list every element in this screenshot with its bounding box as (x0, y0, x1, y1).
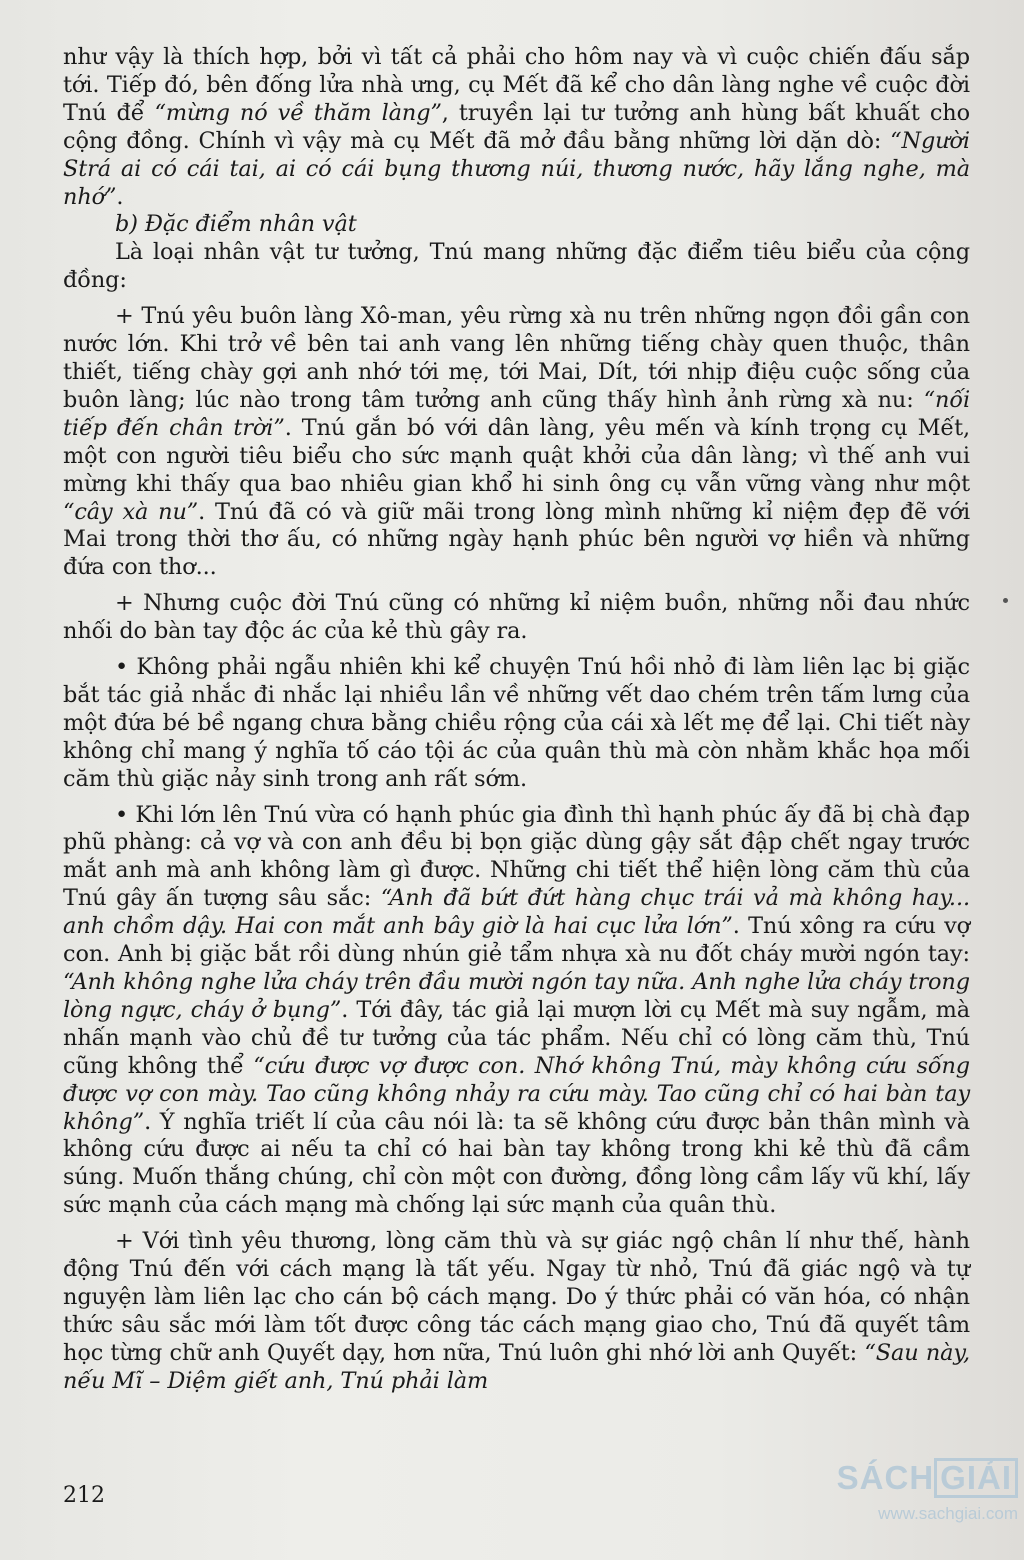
paragraph: + Tnú yêu buôn làng Xô-man, yêu rừng xà nu trên những ngọn đồi gần con nước lớn. Khi trở về bên tai anh vang lên những tiếng chày quen thuộc, thân thiết, tiếng chày gợi anh nhớ tới mẹ, tới Mai, Dít, tới nhịp điệu cuộc sống của buôn làng; lúc nào trong tâm tưởng anh cũng thấy hình ảnh rừng xà nu: “nối tiếp đến chân trời”. Tnú gắn bó với dân làng, yêu mến và kính trọng cụ Mết, một con người tiêu biểu cho sức mạnh quật khởi của dân làng; vì thế anh vui mừng khi thấy qua bao nhiêu gian khổ hi sinh ông cụ vẫn vững vàng như một “cây xà nu”. Tnú đã có và giữ mãi trong lòng mình những kỉ niệm đẹp đẽ với Mai trong thời thơ ấu, có những ngày hạnh phúc bên người vợ hiền và những đứa con thơ... (63, 303, 971, 581)
watermark-logo-box: GIẢI (934, 1458, 1018, 1498)
paragraph: + Nhưng cuộc đời Tnú cũng có những kỉ niệm buồn, những nỗi đau nhức nhối do bàn tay độc ác của kẻ thù gây ra. (63, 590, 970, 645)
paragraph: Là loại nhân vật tư tưởng, Tnú mang những đặc điểm tiêu biểu của cộng đồng: (63, 239, 970, 294)
paragraph: • Không phải ngẫu nhiên khi kể chuyện Tnú hồi nhỏ đi làm liên lạc bị giặc bắt tác giả nhắc đi nhắc lại nhiều lần về những vết dao chém trên tấm lưng của một đứa bé bề ngang chưa bằng chiều rộng của cái xà lết mẹ để lại. Chi tiết này không chỉ mang ý nghĩa tố cáo tội ác của quân thù mà còn nhằm khắc họa mối căm thù giặc nảy sinh trong anh rất sớm. (63, 654, 970, 792)
page-number: 212 (63, 1483, 105, 1508)
quote: “Anh đã bứt đứt hàng chục trái vả mà không hay... anh chồm dậy. Hai con mắt anh bây giờ là hai cục lửa lớn” (63, 885, 970, 940)
quote: “mừng nó về thăm làng” (154, 99, 442, 126)
quote: “cứu được vợ được con. Nhớ không Tnú, mày không cứu sống được vợ con mày. Tao cũng không nhảy ra cứu mày. Tao cũng chỉ có hai bàn tay không” (63, 1052, 971, 1135)
watermark (837, 1458, 1018, 1524)
paragraph: như vậy là thích hợp, bởi vì tất cả phải cho hôm nay và vì cuộc chiến đấu sắp tới. Tiếp đó, bên đống lửa nhà ưng, cụ Mết đã kể cho dân làng nghe về cuộc đời Tnú để “mừng nó về thăm làng”, truyền lại tư tưởng anh hùng bất khuất cho cộng đồng. Chính vì vậy mà cụ Mết đã mở đầu bằng những lời dặn dò: “Người Strá ai có cái tai, ai có cái bụng thương núi, thương nước, hãy lắng nghe, mà nhớ”. (63, 44, 970, 210)
body-text (63, 44, 970, 1396)
section-heading: b) Đặc điểm nhân vật (115, 211, 357, 238)
quote: “Sau này, nếu Mĩ – Diệm giết anh, Tnú phải làm (63, 1339, 970, 1394)
paragraph: + Với tình yêu thương, lòng căm thù và sự giác ngộ chân lí như thế, hành động Tnú đến với cách mạng là tất yếu. Ngay từ nhỏ, Tnú đã giác ngộ và tự nguyện làm liên lạc cho cán bộ cách mạng. Do ý thức phải có văn hóa, có nhận thức sâu sắc mới làm tốt được công tác cách mạng giao cho, Tnú đã quyết tâm học từng chữ anh Quyết dạy, hơn nữa, Tnú luôn ghi nhớ lời anh Quyết: “Sau này, nếu Mĩ – Diệm giết anh, Tnú phải làm (63, 1228, 970, 1394)
paragraph: • Khi lớn lên Tnú vừa có hạnh phúc gia đình thì hạnh phúc ấy đã bị chà đạp phũ phàng: cả vợ và con anh đều bị bọn giặc dùng gậy sắt đập chết ngay trước mắt anh mà anh không làm gì được. Những chi tiết thể hiện lòng căm thù của Tnú gây ấn tượng sâu sắc: “Anh đã bứt đứt hàng chục trái vả mà không hay... anh chồm dậy. Hai con mắt anh bây giờ là hai cục lửa lớn”. Tnú xông ra cứu vợ con. Anh bị giặc bắt rồi dùng nhún giẻ tẩm nhựa xà nu đốt cháy mười ngón tay: “Anh không nghe lửa cháy trên đầu mười ngón tay nữa. Anh nghe lửa cháy trong lòng ngực, cháy ở bụng”. Tới đây, tác giả lại mượn lời cụ Mết mà suy ngẫm, mà nhấn mạnh vào chủ đề tư tưởng của tác phẩm. Nếu chỉ có lòng căm thù, Tnú cũng không thể “cứu được vợ được con. Nhớ không Tnú, mày không cứu sống được vợ con mày. Tao cũng không nhảy ra cứu mày. Tao cũng chỉ có hai bàn tay không”. Ý nghĩa triết lí của câu nói là: ta sẽ không cứu được bản thân mình và không cứu được ai nếu ta chỉ có hai bàn tay không trong khi kẻ thù đã cầm súng. Muốn thắng chúng, chỉ còn một con đường, đồng lòng cầm lấy vũ khí, lấy sức mạnh của cách mạng mà chống lại sức mạnh của quân thù. (63, 801, 971, 1219)
watermark-url: www.sachgiai.com (878, 1504, 1018, 1523)
quote: “Người Strá ai có cái tai, ai có cái bụng thương núi, thương nước, hãy lắng nghe, mà nhớ” (63, 127, 970, 210)
watermark-logo: SÁCH GIẢI (837, 1458, 1018, 1498)
quote: “Anh không nghe lửa cháy trên đầu mười ngón tay nữa. Anh nghe lửa cháy trong lòng ngực, cháy ở bụng” (63, 969, 970, 1023)
scan-speck (1003, 598, 1008, 603)
quote: “nối tiếp đến chân trời” (63, 386, 970, 441)
quote: “cây xà nu” (63, 498, 199, 525)
